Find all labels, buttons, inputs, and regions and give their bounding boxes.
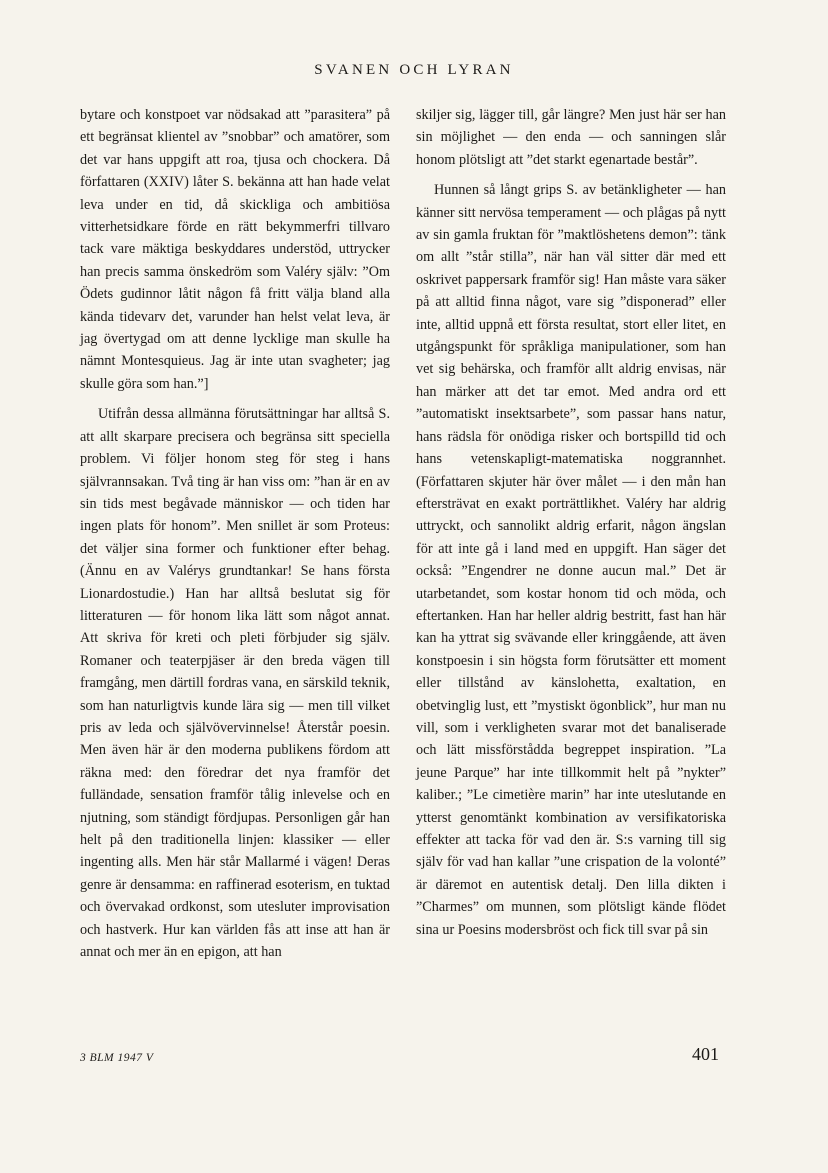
paragraph: Utifrån dessa allmänna förutsättningar har alltså S. att allt skarpare precisera och begränsa sitt speciella problem. Vi följer honom steg för steg i hans självrannsakan. Två ting är han viss om: ”han är en av sin tids mest begåvade människor — och tiden har ingen plats för honom”. Men snillet är som Proteus: det väljer sina former och funktioner efter behag. (Ännu en av Valérys grundtankar! Se hans första Lionardostudie.) Han har alltså beslutat sig för litteraturen — för honom lika lätt som något annat. Att skriva för kreti och pleti förbjuder sig själv. Romaner och teaterpjäser är den breda vägen till framgång, men därtill fordras vana, en särskild teknik, som han naturligtvis kunde lära sig — men till vilket pris av leda och självövervinnelse! Återstår poesin. Men även här är den moderna publikens fördom att räkna med: den föredrar det nya framför det fulländade, sensation framför tålig inlevelse och en njutning, som ständigt fördjupas. Personligen går han helt på den traditionella linjen: klassiker — eller ingenting alls. Men här står Mallarmé i vägen! Deras genre är densamma: en raffinerad esoterism, en tuktad och övervakad ordkonst, som utesluter improvisation och hastverk. Hur kan världen fås att inse att han är annat och mer än en epigon, att han [80,406,390,961]
signature-mark: 3 BLM 1947 V [80,1052,154,1064]
left-column [80,104,390,963]
page-number: 401 [692,1044,719,1064]
right-column [416,104,726,941]
running-title: SVANEN OCH LYRAN [314,62,514,78]
paragraph: Hunnen så långt grips S. av betänkligheter — han känner sitt nervösa temperament — och plågas på nytt av sin gamla fruktan för ”maktlöshetens demon”: tänk om allt ”står stilla”, när han väl sitter där med ett oskrivet pappersark framför sig! Han måste vara säker på att alltid finna något, vare sig ”disponerad” eller inte, alltid uppnå ett första resultat, stort eller litet, en utgångspunkt för språkliga manipulationer, som han vet sig behärska, och framför allt aldrig envisas, när han märker att det tar emot. Med andra ord ett ”automatiskt insektsarbete”, som passar hans natur, hans rädsla för onödiga risker och bortspilld tid och hans vetenskapligt-matematiska noggrannhet. (Författaren skjuter här över målet — i den mån han eftersträvat en exakt porträttlikhet. Valéry har aldrig uttryckt, och sannolikt aldrig erfarit, någon ängslan för att inte gå i land med en uppgift. Han säger det också: ”Engendrer ne donne aucun mal.” Det är utarbetandet, som kostar honom tid och möda, och eftertanken. Han har heller aldrig bestritt, fast han här kan ha yttrat sig svävande eller kringgående, att även konstpoesin i sin högsta form förutsätter ett moment eller tillstånd av känslohetta, exaltation, en obetvinglig lust, ett ”mystiskt ögonblick”, hur man nu vill, som i verkligheten svarar mot det banaliserade och lätt missförstådda begreppet inspiration. ”La jeune Parque” har inte tillkommit helt på ”nykter” kaliber.; ”Le cimetière marin” har inte uteslutande en ytterst genomtänkt kombination av versifikatoriska effekter att tacka för vad den är. S:s varning till sig själv för vad han kallar ”une crispation de la volonté” är däremot en autentisk detalj. Den lilla dikten i ”Charmes” om munnen, som plötsligt kände flödet sina ur Poesins modersbröst och fick till svar på sin [416,182,726,938]
paragraph: skiljer sig, lägger till, går längre? Men just här ser han sin möjlighet — den enda — och sanningen slår honom plötsligt att ”det starkt egenartade består”. [416,107,726,168]
paragraph: bytare och konstpoet var nödsakad att ”parasitera” på ett begränsat klientel av ”snobbar” och amatörer, som det var hans uppgift att roa, tjusa och chockera. Då författaren (XXIV) låter S. bekänna att han hade velat leva under en tid, då skickliga och ambitiösa vitterhetsidkare förde en rätt bekymmerfri tillvaro tack vare mäktiga beskyddares understöd, uttrycker han precis samma önskedröm som Valéry själv: ”Om Ödets gudinnor låtit någon få fritt välja bland alla kända tidevarv det, varunder han helst velat leva, är jag övertygad om att denne lycklige man skulle ha nämnt Montesquieus. Jag är inte utan svagheter; jag skulle göra som han.”] [80,107,390,392]
